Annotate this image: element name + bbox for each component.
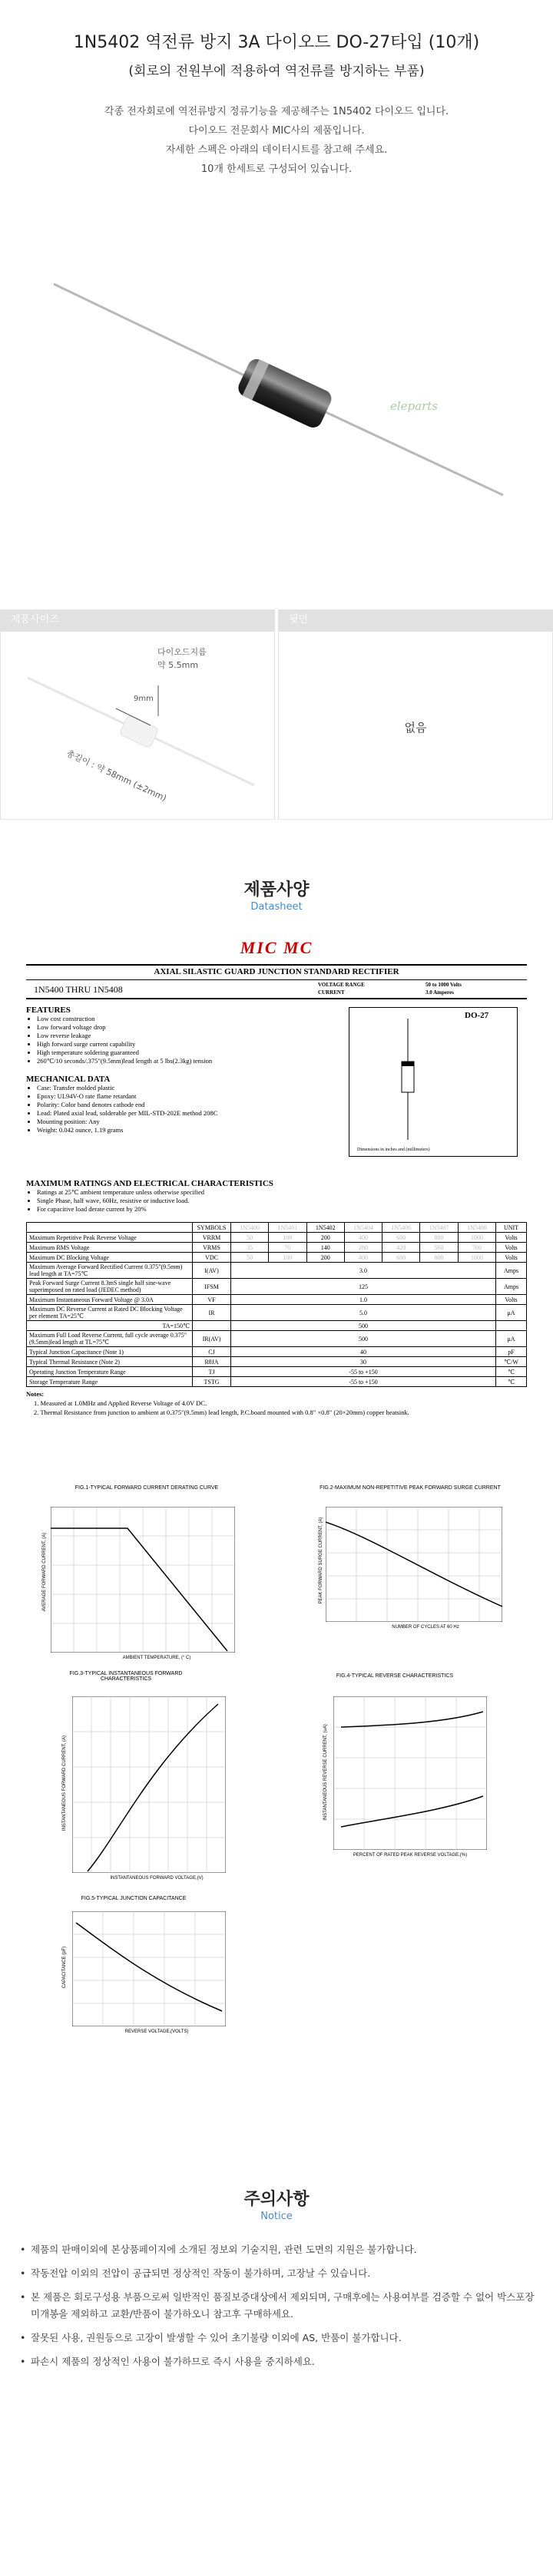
product-subtitle: (회로의 전원부에 적용하여 역전류를 방지하는 부품) <box>128 64 425 79</box>
table-cell: 1.0 <box>231 1295 496 1305</box>
feature-item: • 260℃/10 seconds/.375"(9.5mm)lead length at 5 lbs(2.3kg) tension <box>37 1057 306 1065</box>
table-cell: 70 <box>269 1243 306 1253</box>
table-cell: Maximum RMS Voltage <box>27 1243 193 1253</box>
table-cell: Maximum Average Forward Rectified Current 0.375"(9.5mm) lead length at TA=75℃ <box>27 1263 193 1279</box>
table-cell: 600 <box>382 1253 420 1263</box>
table-row <box>27 1263 527 1279</box>
table-cell: 1000 <box>458 1233 495 1243</box>
fig4-ylabel: INSTANTANEOUS REVERSE CURRENT, (uA) <box>323 1724 328 1821</box>
table-row <box>27 1367 527 1377</box>
voltage-range-values <box>426 981 462 996</box>
table-cell: IR(AV) <box>193 1331 231 1347</box>
fig4-graph <box>333 1696 487 1850</box>
part-range: 1N5400 THRU 1N5408 <box>34 984 123 995</box>
table-cell: Storage Temperature Range <box>27 1377 193 1387</box>
table-header-cell: 1N5402 <box>306 1223 344 1233</box>
feature-item: • High forward surge current capability <box>37 1040 306 1049</box>
table-cell: 400 <box>344 1233 382 1243</box>
fig1-ylabel: AVERAGE FORWARD CURRENT, (A) <box>42 1532 47 1612</box>
mech-item: • Epoxy: UL94V-O rate flame retardant <box>37 1092 313 1101</box>
table-cell: TA=150℃ <box>27 1321 193 1331</box>
table-row <box>27 1321 527 1331</box>
body-dim-label: 9mm <box>134 695 154 703</box>
table-cell: TSTG <box>193 1377 231 1387</box>
table-cell: Typical Junction Capacitance (Note 1) <box>27 1347 193 1357</box>
table-cell: Volts <box>496 1295 527 1305</box>
diode-dim-value: 약 5.5mm <box>157 660 199 670</box>
feature-item: • Low reverse leakage <box>37 1032 306 1040</box>
fig5-ylabel: CAPACITANCE (pF) <box>62 1946 67 1989</box>
table-cell: 280 <box>344 1243 382 1253</box>
table-header-cell: 1N5408 <box>458 1223 495 1233</box>
fig3-graph <box>72 1696 226 1873</box>
table-cell: Amps <box>496 1263 527 1279</box>
size-section-label: 제품사이즈 <box>0 609 275 631</box>
table-row <box>27 1377 527 1387</box>
table-cell: VRMS <box>193 1243 231 1253</box>
mech-item: • Case: Transfer molded plastic <box>37 1084 313 1092</box>
table-cell: 400 <box>344 1253 382 1263</box>
notice-item: • 제품의 판매이외에 본상품페이지에 소개된 정보외 기술지원, 관련 도면의 지원은 불가합니다. <box>20 2241 542 2258</box>
fig4-title: FIG.4-TYPICAL REVERSE CHARACTERISTICS <box>336 1673 454 1679</box>
table-cell: IR <box>193 1305 231 1321</box>
mech-item: • Lead: Plated axial lead, solderable per MIL-STD-202E method 208C <box>37 1109 313 1118</box>
product-image <box>0 230 553 545</box>
table-cell: 100 <box>269 1253 306 1263</box>
table-header-cell: UNIT <box>496 1223 527 1233</box>
table-row <box>27 1253 527 1263</box>
table-cell: 500 <box>231 1331 496 1347</box>
table-cell: I(AV) <box>193 1263 231 1279</box>
table-cell: Maximum DC Reverse Current at Rated DC Blocking Voltage per element TA=25℃ <box>27 1305 193 1321</box>
table-row <box>27 1347 527 1357</box>
table-cell: pF <box>496 1347 527 1357</box>
table-cell: 50 <box>231 1233 269 1243</box>
voltage-range-title: VOLTAGE RANGE <box>318 982 365 988</box>
fig3-xlabel: INSTANTANEOUS FORWARD VOLTAGE,(V) <box>110 1876 204 1881</box>
table-notes <box>26 1389 527 1417</box>
dimension-note: Dimensions in inches and (millimeters) <box>357 1148 430 1152</box>
notice-heading-en: Notice <box>260 2211 293 2222</box>
datasheet-heading: 제품사양 <box>243 880 310 900</box>
package-outline <box>349 1008 517 1146</box>
table-cell: ℃/W <box>496 1357 527 1367</box>
diode-dim-label <box>157 646 207 672</box>
table-cell: Peak Forward Surge Current 8.3mS single half sine-wave superimposed on rated load (JEDEC method) <box>27 1279 193 1295</box>
mech-list <box>37 1084 313 1134</box>
mech-item: • Polarity: Color band denotes cathode end <box>37 1101 313 1109</box>
size-image-panel <box>0 631 275 820</box>
table-row <box>27 1295 527 1305</box>
total-length-label: 총길이 : 약 58mm (±2mm) <box>65 748 168 804</box>
feature-item: • Low forward voltage drop <box>37 1023 306 1032</box>
notice-list <box>20 2241 542 2377</box>
table-cell: 5.0 <box>231 1305 496 1321</box>
table-cell: TJ <box>193 1367 231 1377</box>
table-cell: 200 <box>306 1253 344 1263</box>
brand-logo: MIC MC <box>240 938 313 957</box>
table-cell: μA <box>496 1305 527 1321</box>
notice-item: • 잘못된 사용, 권원등으로 고장이 발생할 수 있어 초기불량 이외에 AS, 반품이 불가합니다. <box>20 2330 542 2346</box>
note-item: 1. Measured at 1.0MHz and Applied Reverse Voltage of 4.0V DC. <box>34 1399 207 1407</box>
max-note: • Ratings at 25℃ ambient temperature unless otherwise specified <box>37 1188 527 1197</box>
table-cell: -55 to +150 <box>231 1367 496 1377</box>
fig2-graph <box>326 1507 502 1622</box>
table-cell: CJ <box>193 1347 231 1357</box>
table-cell: 420 <box>382 1243 420 1253</box>
fig2-ylabel: PEAK FORWARD SURGE CURRENT, (A) <box>319 1517 323 1604</box>
back-image-panel <box>278 631 553 820</box>
table-cell: Volts <box>496 1233 527 1243</box>
table-header-cell: 1N5401 <box>269 1223 306 1233</box>
table-cell: ℃ <box>496 1367 527 1377</box>
table-cell: 140 <box>306 1243 344 1253</box>
notice-heading: 주의사항 <box>243 2190 310 2209</box>
table-header-cell: 1N5400 <box>231 1223 269 1233</box>
fig2-xlabel: NUMBER OF CYCLES AT 60 Hz <box>392 1625 459 1630</box>
voltage-range-label <box>318 981 365 996</box>
package-drawing <box>349 1007 518 1157</box>
product-title: 1N5402 역전류 방지 3A 다이오드 DO-27타입 (10개) <box>73 33 480 52</box>
fig5-xlabel: REVERSE VOLTAGE,(VOLTS) <box>124 2029 189 2034</box>
max-note: • Single Phase, half wave, 60Hz, resistive or inductive load. <box>37 1197 527 1205</box>
table-cell: Maximum DC Blocking Voltage <box>27 1253 193 1263</box>
mech-item: • Weight: 0.042 ounce, 1.19 grams <box>37 1126 313 1134</box>
table-cell: μA <box>496 1331 527 1347</box>
fig4-xlabel: PERCENT OF RATED PEAK REVERSE VOLTAGE,(%) <box>353 1853 468 1858</box>
table-row <box>27 1331 527 1347</box>
table-cell: 800 <box>420 1253 458 1263</box>
voltage-range-value: 50 to 1000 Volts <box>426 982 462 988</box>
fig5-title: FIG.5-TYPICAL JUNCTION CAPACITANCE <box>81 1896 187 1901</box>
table-row <box>27 1305 527 1321</box>
max-ratings-block <box>26 1179 527 1214</box>
table-cell: 35 <box>231 1243 269 1253</box>
note-item: 2. Thermal Resistance from junction to ambient at 0.375"(9.5mm) lead length, P.C.board mounted with 0.8" ×0.8" (20×20mm) copper heatsink. <box>34 1409 409 1416</box>
table-cell: 500 <box>231 1321 496 1331</box>
fig3-ylabel: INSTANTANEOUS FORWARD CURRENT, (A) <box>62 1735 67 1831</box>
table-cell <box>496 1321 527 1331</box>
table-header-cell: SYMBOLS <box>193 1223 231 1233</box>
notice-item: • 파손시 제품의 정상적인 사용이 불가하므로 즉시 사용을 중지하세요. <box>20 2353 542 2370</box>
table-cell: 40 <box>231 1347 496 1357</box>
table-cell: Maximum Full Load Reverse Current, full cycle average 0.375"(9.5mm)lead length at TL=75℃ <box>27 1331 193 1347</box>
mech-title: MECHANICAL DATA <box>26 1075 111 1084</box>
table-cell: Volts <box>496 1253 527 1263</box>
features-block <box>26 1006 527 1182</box>
table-cell: 560 <box>420 1243 458 1253</box>
table-cell: 3.0 <box>231 1263 496 1279</box>
table-row <box>27 1279 527 1295</box>
table-cell: 600 <box>382 1233 420 1243</box>
description-line: 10개 한세트로 구성되어 있습니다. <box>200 163 353 175</box>
table-cell: 700 <box>458 1243 495 1253</box>
fig3-title: FIG.3-TYPICAL INSTANTANEOUS FORWARD CHARACTERISTICS <box>69 1671 183 1682</box>
table-cell: VRRM <box>193 1233 231 1243</box>
current-title: CURRENT <box>318 989 345 996</box>
table-cell: 50 <box>231 1253 269 1263</box>
part-range-bar <box>26 979 527 999</box>
table-row <box>27 1233 527 1243</box>
notes-title: Notes: <box>26 1390 45 1398</box>
table-cell: 1000 <box>458 1253 495 1263</box>
features-title: FEATURES <box>26 1006 71 1015</box>
table-cell: RθJA <box>193 1357 231 1367</box>
description-line: 각종 전자회로에 역전류방지 정류기능을 제공해주는 1N5402 다이오드 입니다. <box>104 106 449 117</box>
max-note: • For capacitive load derate current by 20% <box>37 1205 527 1214</box>
table-cell: 30 <box>231 1357 496 1367</box>
fig1-graph <box>51 1507 235 1653</box>
table-header-cell: 1N5406 <box>382 1223 420 1233</box>
table-header-cell: 1N5404 <box>344 1223 382 1233</box>
back-text: 없음 <box>404 721 427 735</box>
fig5-graph <box>72 1911 226 2026</box>
table-cell: Amps <box>496 1279 527 1295</box>
max-ratings-title: MAXIMUM RATINGS AND ELECTRICAL CHARACTERISTICS <box>26 1179 273 1188</box>
datasheet-main-title: AXIAL SILASTIC GUARD JUNCTION STANDARD RECTIFIER <box>26 964 527 976</box>
product-description <box>0 102 553 179</box>
mech-item: • Mounting position: Any <box>37 1118 313 1126</box>
table-cell: 800 <box>420 1233 458 1243</box>
spec-table-wrap <box>26 1222 527 1417</box>
graph-section-3 <box>26 1911 527 2034</box>
features-list <box>37 1015 306 1065</box>
notice-item: • 작동전압 이외의 전압이 공급되면 정상적인 작동이 불가하며, 고장날 수 있습니다. <box>20 2265 542 2282</box>
table-cell: -55 to +150 <box>231 1377 496 1387</box>
current-value: 3.0 Amperes <box>426 989 454 996</box>
table-cell: IFSM <box>193 1279 231 1295</box>
spec-table <box>26 1222 527 1387</box>
description-line: 다이오드 전문회사 MIC사의 제품입니다. <box>188 125 365 137</box>
max-ratings-notes <box>37 1188 527 1214</box>
feature-item: • High temperature soldering guaranteed <box>37 1049 306 1057</box>
table-header-row <box>27 1223 527 1233</box>
table-header-cell <box>27 1223 193 1233</box>
table-cell: Operating Junction Temperature Range <box>27 1367 193 1377</box>
table-cell <box>193 1321 231 1331</box>
table-cell: Volts <box>496 1243 527 1253</box>
diode-length-label: 다이오드지름 <box>157 647 207 657</box>
fig1-xlabel: AMBIENT TEMPERATURE, (° C) <box>122 1656 191 1660</box>
table-row <box>27 1357 527 1367</box>
table-header-cell: 1N5407 <box>420 1223 458 1233</box>
table-row <box>27 1243 527 1253</box>
watermark-logo: eleparts <box>390 399 438 413</box>
fig2-title: FIG.2-MAXIMUM NON-REPETITIVE PEAK FORWARD SURGE CURRENT <box>320 1485 501 1491</box>
table-cell: Typical Thermal Resistance (Note 2) <box>27 1357 193 1367</box>
package-label: DO-27 <box>465 1011 489 1020</box>
table-cell: 200 <box>306 1233 344 1243</box>
table-cell: VF <box>193 1295 231 1305</box>
table-cell: ℃ <box>496 1377 527 1387</box>
feature-item: • Low cost construction <box>37 1015 306 1023</box>
table-cell: 100 <box>269 1233 306 1243</box>
table-cell: 125 <box>231 1279 496 1295</box>
table-cell: Maximum Instantaneous Forward Voltage @ 3.0A <box>27 1295 193 1305</box>
table-cell: VDC <box>193 1253 231 1263</box>
description-line: 자세한 스펙은 아래의 데이터시트를 참고해 주세요. <box>165 144 388 156</box>
table-cell: Maximum Repetitive Peak Reverse Voltage <box>27 1233 193 1243</box>
notice-item: • 본 제품은 회로구성용 부품으로써 일반적인 품질보증대상에서 제외되며, 구매후에는 사용여부를 검증할 수 없어 박스포장 미개봉을 제외하고 교환/반품이 불가하오니 참고후 구매하세요. <box>20 2289 542 2323</box>
datasheet-heading-en: Datasheet <box>250 901 303 913</box>
back-section-label: 뒷면 <box>278 609 553 631</box>
fig1-title: FIG.1-TYPICAL FORWARD CURRENT DERATING CURVE <box>75 1485 219 1491</box>
